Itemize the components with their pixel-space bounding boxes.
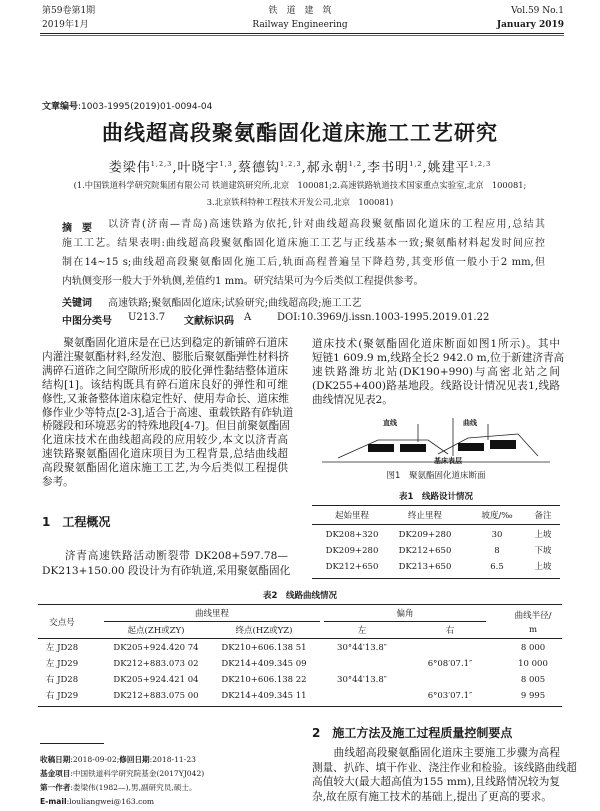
section-2-line: 杂,故在原有施工技术的基础上,提出了更高的要求。: [312, 790, 552, 803]
table-1-cell: 6.5: [490, 562, 504, 572]
table-1-caption: 表1 线路设计情况: [399, 492, 473, 502]
table-2-cell: 30°44′13.8″: [337, 675, 387, 685]
table-2-cell: 8 000: [520, 643, 546, 653]
affiliation-line-1: (1.中国铁道科学研究院集团有限公司 铁道建筑研究所,北京 100081;2.高速铁路轨道技术国家重点实验室,北京 100081;: [73, 180, 527, 190]
sleeper-block: [368, 444, 394, 452]
table-1-header-cell: 坡度/‰: [481, 511, 513, 521]
figure-label-straight: 直线: [383, 419, 397, 427]
section-1-line: 道床技术(聚氨酯固化道床断面如图1所示)。其中: [312, 338, 560, 350]
header-rule: [40, 33, 564, 34]
table-2-header-angle: 偏角: [396, 609, 414, 619]
table-1-cell: 上坡: [534, 562, 552, 572]
paper-title: 曲线超高段聚氨酯固化道床施工工艺研究: [102, 121, 498, 145]
intro-paragraph-line: 内灌注聚氨酯材料,经发泡、膨胀后聚氨酯弹性材料挤: [42, 350, 290, 363]
doc-code: A: [244, 312, 252, 323]
footnote-label: 修回日期: [119, 755, 150, 764]
section-2-line: 测量、扒砟、填干作业、浇注作业和检验。该线路曲线超: [312, 761, 577, 774]
abstract-line: 以济青(济南—青岛)高速铁路为依托,针对曲线超高段聚氨酯固化道床的工程应用,总结其: [108, 219, 545, 230]
table-2-cell: DK214+409.345 09: [221, 659, 307, 669]
section-1-line: 济青高速铁路活动断裂带 DK208+597.78—: [42, 550, 288, 562]
author-affiliation-marker: 1,2: [409, 160, 423, 168]
footnote-rule: [40, 743, 104, 744]
table-2-cell: 右 JD29: [45, 691, 79, 701]
table-2-cell: DK214+409.345 11: [221, 691, 307, 701]
footnote-label: 收稿日期: [40, 755, 71, 764]
intro-paragraph-line: 修作业少等特点[2-3],适合于高速、重载铁路有砟轨道: [42, 406, 294, 419]
author-affiliation-marker: 1,2,3: [150, 160, 173, 168]
author-separator: ,: [422, 160, 428, 176]
table-2-header-mileage: 曲线里程: [194, 609, 230, 619]
author-name: 郝永朝: [306, 160, 349, 176]
footnote-label: 第一作者: [40, 783, 71, 792]
intro-paragraph-line: 结构[1]。该结构既具有碎石道床良好的弹性和可维: [42, 378, 288, 391]
table-1-header-rule: [312, 524, 560, 525]
table-2-header-radius: 曲线半径/: [514, 611, 552, 621]
table-2-header-left: 左: [357, 626, 367, 636]
author-list: [109, 156, 491, 176]
section-2-line: 曲线超高段聚氨酯固化道床主要施工步骤为高程: [312, 747, 560, 759]
section-1-heading: 1 工程概况: [42, 515, 111, 529]
footnote-label: 基金项目: [40, 769, 71, 778]
sleeper-block: [458, 443, 484, 451]
author-affiliation-marker: 1,3: [219, 160, 233, 168]
issue-date: 2019年1月: [42, 20, 89, 30]
section-1-line: 曲线情况见表2。: [312, 393, 393, 406]
footnote-received: [40, 755, 196, 765]
section-2-line: 高值较大(最大超高值为155 mm),且线路情况较为复: [312, 776, 560, 788]
footnote-text: :2018-09-02;: [70, 755, 120, 764]
table-2-cell: DK212+883.075 00: [113, 691, 199, 701]
table-2-header-end: 终点(HZ或YZ): [235, 626, 293, 636]
footnote-funding: [40, 769, 204, 779]
header-rule-secondary: [40, 35, 564, 36]
table-2-angle-underline: [324, 621, 486, 622]
footnote-text: :louliangwei@163.com: [66, 797, 155, 806]
section-1-line: 速铁路潍坊北站(DK190+990)与高密北站之间: [312, 365, 560, 378]
author-separator: ,: [232, 160, 238, 176]
intro-paragraph-line: 桥隧段和环境恶劣的特殊地段[4-7]。但目前聚氨酯固: [42, 420, 290, 433]
table-2-caption: 表2 线路曲线情况: [263, 591, 337, 601]
section-1-line: (DK255+400)路基地段。线路设计情况见表1,线路: [312, 379, 560, 392]
table-2-cell: DK205+924.421 04: [113, 675, 199, 685]
table-2-cell: DK212+883.073 02: [113, 659, 199, 669]
doc-code-label: 文献标识码: [184, 316, 234, 327]
intro-paragraph-line: 速铁路聚氨酯固化道床项目为工程背景,总结曲线超: [42, 448, 288, 461]
table-2-cell: 左 JD29: [45, 659, 79, 669]
table-1-cell: DK212+650: [325, 562, 379, 572]
table-1-cell: 下坡: [534, 546, 552, 556]
table-2-header-start: 起点(ZH或ZY): [127, 626, 185, 636]
author-separator: ,: [301, 160, 307, 176]
abstract-line: 制在14~15 s;曲线超高段聚氨酯固化施工后,轨面高程普遍呈下降趋势,其变形值一般小于2 mm,但: [62, 257, 545, 268]
section-2-heading: 2 施工方法及施工过程质量控制要点: [312, 726, 513, 740]
table-2-cell: 10 000: [518, 659, 548, 669]
table-2-header-radius-unit: m: [528, 625, 538, 635]
author-name: 叶晓宇: [177, 160, 220, 176]
table-1-cell: 8: [494, 546, 500, 556]
journal-name-cn: 铁 道 建 筑: [268, 6, 332, 16]
table-1-cell: DK209+280: [325, 546, 379, 556]
table-1-header-cell: 起始里程: [334, 511, 370, 521]
table-1-header-cell: 终止里程: [407, 511, 443, 521]
article-number-label: 文章编号: [42, 102, 79, 112]
table-1-header-cell: 备注: [534, 511, 552, 521]
sleeper-block: [400, 444, 426, 452]
intro-paragraph-line: 修性,又兼备整体道床稳定性好、使用寿命长、道床维: [42, 392, 290, 405]
table-1-cell: DK209+280: [398, 530, 452, 540]
table-2-cell: 6°03′07.1″: [427, 691, 473, 701]
abstract-label: 摘 要: [62, 223, 92, 234]
table-2-cell: 右 JD28: [45, 675, 79, 685]
footnote-text: :娄梁伟(1982—),男,副研究员,硕士。: [70, 783, 197, 792]
keywords-label: 关键词: [62, 298, 92, 309]
intro-paragraph-line: 化道床技术在曲线超高段的应用较少,本文以济青高: [42, 434, 288, 447]
figure-label-bed: 基床表层: [434, 457, 462, 465]
intro-paragraph-line: 参考。: [42, 476, 74, 488]
table-2-cell: 左 JD28: [45, 643, 79, 653]
table-2-cell: DK210+606.138 22: [221, 675, 307, 685]
footnote-first-author: [40, 783, 197, 793]
abstract-line: 施工工艺。结果表明:曲线超高段聚氨酯固化道床施工工艺与正线基本一致;聚氨酯材料起发时间应控: [62, 238, 545, 249]
table-2-mileage-underline: [104, 621, 320, 622]
footnote-label: E-mail: [40, 797, 67, 806]
table-1-cell: 30: [491, 530, 503, 540]
author-separator: ,: [172, 160, 178, 176]
author-name: 蔡德钩: [237, 160, 280, 176]
table-2-header-right: 右: [445, 626, 455, 636]
footnote-text: :中国铁道科学研究院基金(2017YJ042): [70, 769, 205, 778]
clc-label: 中图分类号: [62, 316, 112, 327]
intro-paragraph-line: 聚氨酯固化道床是在已达到稳定的新铺碎石道床: [42, 337, 288, 349]
clc-number: U213.7: [128, 312, 166, 323]
section-1-line: DK213+150.00 段设计为有砟轨道,采用聚氨酯固化: [42, 565, 291, 577]
table-2-header-jd: 交点号: [49, 618, 75, 628]
doi: DOI:10.3969/j.issn.1003-1995.2019.01.22: [277, 312, 490, 323]
journal-name-en: Railway Engineering: [252, 20, 348, 30]
table-1-cell: DK208+320: [325, 530, 379, 540]
sleeper-block: [490, 440, 516, 449]
author-separator: ,: [362, 160, 368, 176]
author-affiliation-marker: 1,2,3: [279, 160, 302, 168]
article-number: [42, 99, 212, 112]
intro-paragraph-line: 高段聚氨酯固化道床施工工艺,为今后类似工程提供: [42, 462, 288, 475]
author-name: 娄梁伟: [108, 160, 151, 176]
table-1-bottom-rule: [312, 578, 560, 579]
table-2-cell: 8 005: [520, 675, 546, 685]
table-2-cell: DK210+606.138 51: [221, 643, 307, 653]
footnote-email: [40, 797, 154, 807]
article-number-value: :1003-1995(2019)01-0094-04: [78, 102, 213, 112]
table-1-top-rule: [312, 505, 560, 506]
table-2-top-rule: [38, 604, 562, 605]
table-2-cell: DK205+924.420 74: [113, 643, 199, 653]
author-affiliation-marker: 1,2: [348, 160, 363, 168]
keywords: 高速铁路;聚氨酯固化道床;试验研究;曲线超高段;施工工艺: [108, 298, 362, 309]
table-2-cell: 30°44′13.8″: [337, 643, 387, 653]
table-2-cell: 9 995: [520, 691, 546, 701]
table-1-cell: 上坡: [534, 530, 552, 540]
table-2-cell: 6°08′07.1″: [427, 659, 473, 669]
table-1-cell: DK212+650: [398, 546, 452, 556]
figure-1-caption: 图1 聚氨酯固化道床断面: [386, 471, 486, 481]
intro-paragraph-line: 满碎石道砟之间空隙所形成的胶化弹性黏结整体道床: [42, 364, 288, 377]
figure-label-curve: 曲线: [463, 419, 477, 427]
table-2-bottom-rule: [38, 706, 562, 707]
author-name: 姚建平: [427, 160, 470, 176]
table-1-cell: DK213+650: [398, 562, 452, 572]
footnote-text: :2018-11-23: [149, 755, 196, 764]
author-name: 李书明: [367, 160, 410, 176]
volume-en: Vol.59 No.1: [511, 6, 564, 16]
table-2-header-rule: [38, 638, 562, 639]
affiliation-line-2: 3.北京铁科特种工程技术开发公司,北京 100081): [206, 197, 394, 207]
date-en: January 2019: [496, 20, 564, 30]
section-1-line: 短链1 609.9 m,线路全长2 942.0 m,位于新建济青高: [312, 351, 565, 364]
issue-volume: 第59卷第1期: [42, 6, 96, 16]
author-affiliation-marker: 1,2,3: [469, 160, 492, 168]
abstract-line: 内轨侧变形一般大于外轨侧,差值约1 mm。研究结果可为今后类似工程提供参考。: [62, 276, 424, 287]
